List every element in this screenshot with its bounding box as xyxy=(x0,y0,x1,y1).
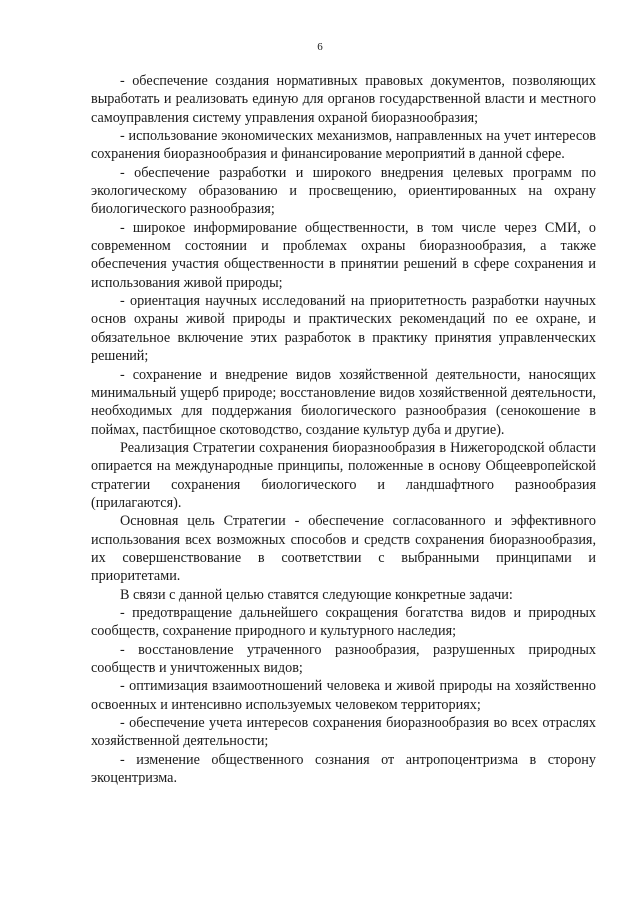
paragraph-task-interests: - обеспечение учета интересов сохранения биоразнообразия во всех отраслях хозяйственной деятельности; xyxy=(91,715,596,750)
paragraph-strategy-principles: Реализация Стратегии сохранения биоразнообразия в Нижегородской области опирается на международные принципы, положенные в основу Общеевропейской стратегии сохранения биологического и ландшафтного разнообразия (прилагаются). xyxy=(91,439,596,511)
paragraph-main-goal: Основная цель Стратегии - обеспечение согласованного и эффективного использования всех возможных способов и средств сохранения биоразнообразия, их совершенствование в соответствии с выбранными принципами и приоритетами. xyxy=(91,513,596,585)
paragraph-tasks-intro: В связи с данной целью ставятся следующие конкретные задачи: xyxy=(120,586,513,603)
paragraph-economic-activities: - сохранение и внедрение видов хозяйственной деятельности, наносящих минимальный ущерб природе; восстановление видов хозяйственной деятельности, необходимых для поддержания биологического разнообразия (сенокошение в поймах, пастбищное скотоводство, создание культур дуба и другие). xyxy=(91,366,596,438)
paragraph-education-programs: - обеспечение разработки и широкого внедрения целевых программ по экологическому образованию и просвещению, ориентированных на охрану биологического разнообразия; xyxy=(91,164,596,218)
paragraph-public-informing: - широкое информирование общественности, в том числе через СМИ, о современном состоянии и проблемах охраны биоразнообразия, а также обеспечения участия общественности в принятии решений в сфере сохранения и использования живой природы; xyxy=(91,219,596,291)
paragraph-economic-mechanisms: - использование экономических механизмов, направленных на учет интересов сохранения биоразнообразия и финансирование мероприятий в данной сфере. xyxy=(91,128,596,163)
paragraph-legal-documents: - обеспечение создания нормативных правовых документов, позволяющих выработать и реализовать единую для органов государственной власти и местного самоуправления систему управления охраной биоразнообразия; xyxy=(91,73,596,126)
paragraph-task-optimization: - оптимизация взаимоотношений человека и живой природы на хозяйственно освоенных и интенсивно используемых человеком территориях; xyxy=(91,678,596,713)
page-number: 6 xyxy=(317,41,323,53)
document-body xyxy=(91,72,596,787)
paragraph-task-restoration: - восстановление утраченного разнообразия, разрушенных природных сообществ и уничтоженных видов; xyxy=(91,641,596,676)
paragraph-task-prevention: - предотвращение дальнейшего сокращения богатства видов и природных сообществ, сохранение природного и культурного наследия; xyxy=(91,604,596,640)
paragraph-task-consciousness: - изменение общественного сознания от антропоцентризма в сторону экоцентризма. xyxy=(91,751,596,787)
paragraph-research-orientation: - ориентация научных исследований на приоритетность разработки научных основ охраны живой природы и практических рекомендаций по ее охране, и обязательное включение этих разработок в практику принятия управленческих решений; xyxy=(91,293,596,365)
